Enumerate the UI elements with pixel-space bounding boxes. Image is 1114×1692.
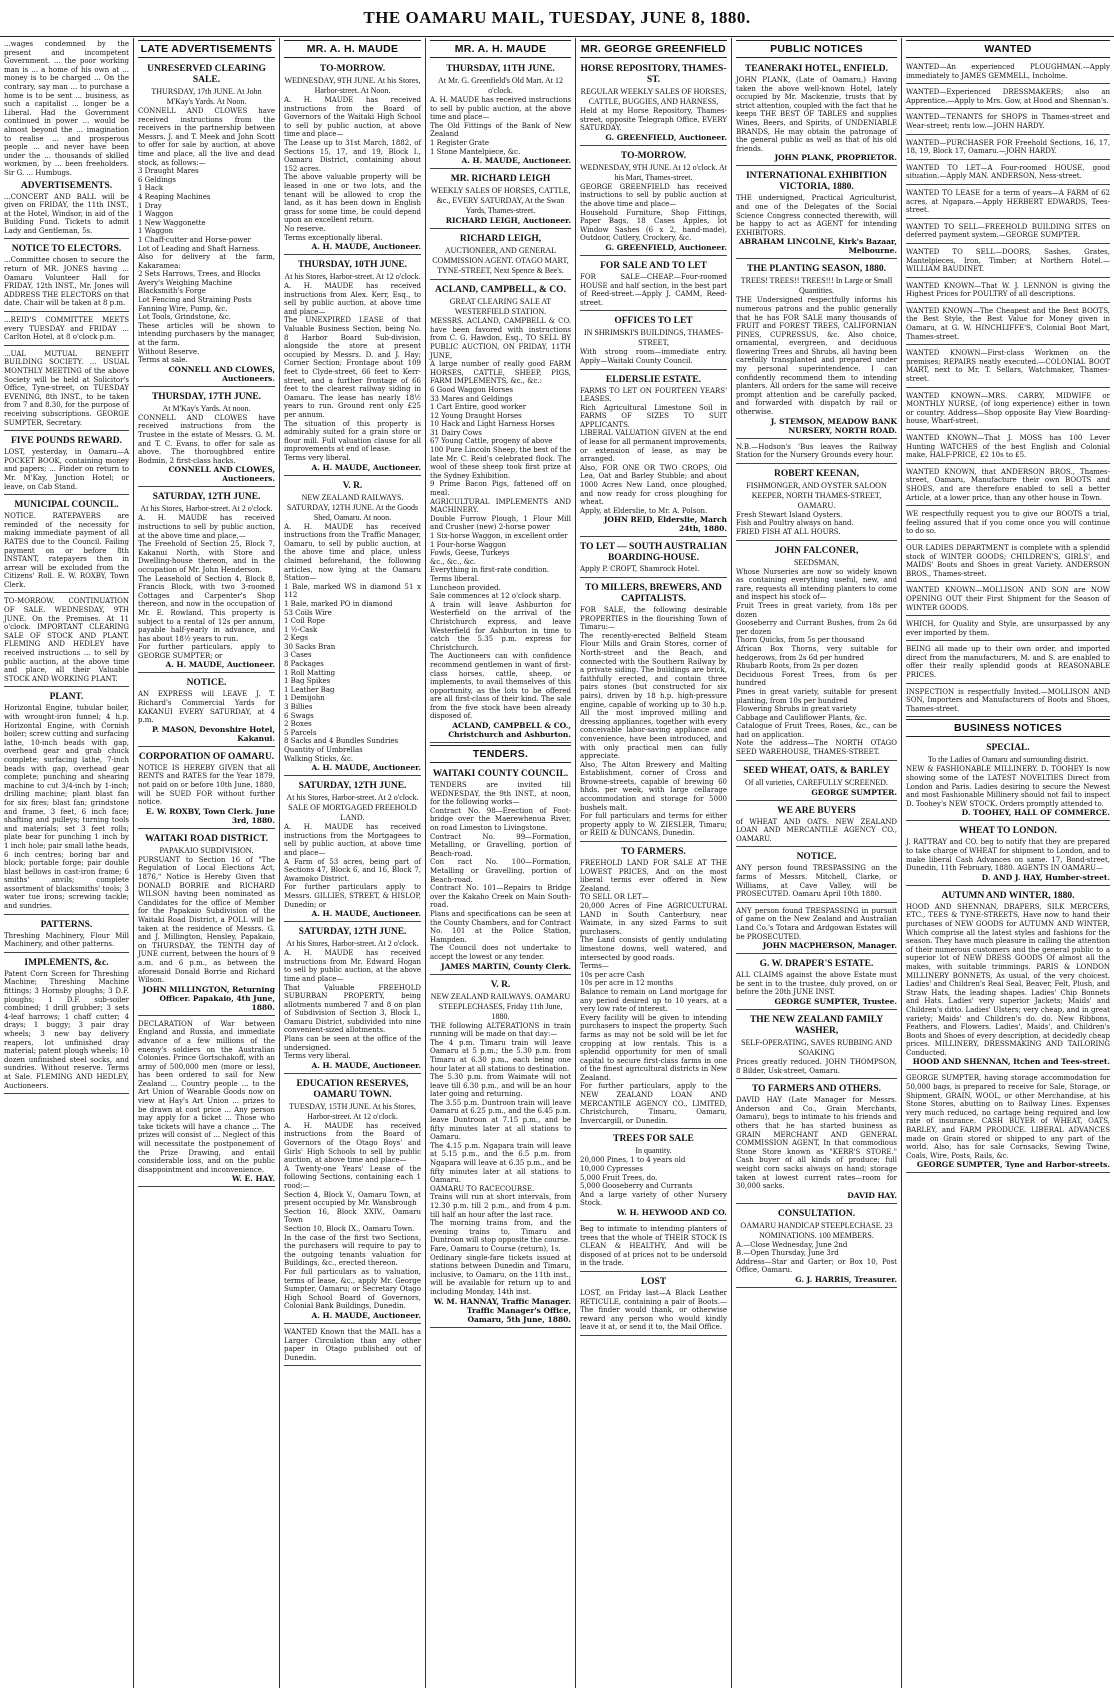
ad-title: CORPORATION OF OAMARU. [138,751,275,762]
ad-title: V. R. [490,979,511,990]
ad-title: TEANERAKI HOTEL, ENFIELD. [744,64,889,74]
ad-signature: GEORGE SUMPTER, Trustee. [774,996,897,1006]
advertisement [284,478,421,777]
wanted-text: WANTED TO SELL—FREEHOLD BUILDING SITES on deferred payment system.—GEORGE SUMPTER. [906,222,1110,240]
ad-subtitle: SEEDSMAN, [793,557,840,567]
wanted-text: WANTED TO LEASE for a term of years—A FARM of 62 acres, at Ngapara.—Apply HERBERT EDWARDS, Tees-street. [906,188,1110,215]
ad-body: A. H. MAUDE has received instructions from the Board of Governors of the Waitaki High School to sell by public auction, at above time and place— The Lease up to 31st March, 1882, of Sections 15, 17, and 19, Block I., Oamaru District, containing about 152 acres. The above valuable property will be leased in one or two lots, and the tenant will be allowed to crop the land, as it has been down in English grass for some time, be could depend upon an excellent return. No reserve. Terms exceptionally liberal. [284,96,421,242]
ad-title: SEED WHEAT, OATS, & BARLEY [743,765,890,776]
advertisement [906,740,1110,821]
ad-body: MESSRS. ACLAND, CAMPBELL & CO. have been favored with instructions from C. G. Hawdon, Esq., TO SELL BY PUBLIC AUCTION, ON FRIDAY, 11TH JUNE, A large number of really good FARM HORSES, CATTLE, SHEEP, PIGS, FARM IMPLEMENTS, &c., &c.: 6 Good Waggon Horses 33 Mares and Geldings 1 Cart Entire, good worker 12 Young Draught Horses 10 Hack and Light Harness Horses 31 Dairy Cows 67 Young Cattle, progeny of above 100 Pure Lincoln Sheep, the best of the late Mr. C. Reid's celebrated flock. The wool of these sheep took first prize at the Sydney Exhibition. 9 Prime Bacon Pigs, fattened off on meal. AGRICULTURAL IMPLEMENTS AND MACHINERY. Double Furrow Plough, 1 Flour Mill and Crusher (new) 2-horse power 1 Six-horse Waggon, in excellent order 1 Four-horse Waggon Fowls, Geese, Turkeys &c., &c., &c. Everything in first-rate condition. Terms liberal. Luncheon provided. Sale commences at 12 o'clock sharp. A train will leave Ashburton for Westerfield on the arrival of the Christchurch express, and leave Westerfield for Ashburton in time to catch the 5.35 p.m. express for Christchurch. The Auctioneers can with confidence recommend gentlemen in want of first-class horses, cattle, sheep, or implements, to avail themselves of this opportunity, as the lots to be offered are all first-class of their kind. The sale from the five stock have been already disposed of. [430,317,571,721]
ad-title: SPECIAL. [986,743,1030,754]
ad-signature: DAVID HAY. [847,1190,897,1200]
wanted-ad [906,61,1110,84]
wanted-text: WANTED TO SELL—DOORS, Sashes, Grates, Mantelpieces, Iron, Timber; at Northern Hotel.—WILLIAM BAUDINET. [906,247,1110,274]
wanted-ad [906,390,1110,430]
advertisement [284,1076,421,1324]
wanted-text: WANTED KNOWN, that ANDERSON BROS., Thames-street, Oamaru, Manufacture their own BOOTS and SHOES, and are therefore enabled to sell a better Article, at a lower price, than any other house in Town. [906,467,1110,502]
notice-block [4,178,129,240]
ad-title: V. R. [342,480,363,491]
wanted-text: WANTED KNOWN—MOLLISON AND SON are NOW OPENING OUT their First Shipment for the Season of WINTER GOODS. [906,586,1110,612]
wanted-ad [906,347,1110,387]
advertisement [736,441,897,464]
ad-title: SATURDAY, 12TH JUNE. [298,781,407,792]
ad-signature: J. STEMSON, MEADOW BANK NURSERY, NORTH ROAD. [770,416,897,435]
ad-body: THE undersigned, Practical Agriculturist, and one of the Delegates of the Social Science Congress connected therewith, will be happy to act as AGENT for intending EXHIBITORS. [736,194,897,237]
column-public-notices [732,38,902,1688]
advertisement [736,261,897,438]
notice-body: LOST, yesterday, in Oamaru—A POCKET BOOK, containing money and papers; ... Finder on return to Mr. M'Kay, Junction Hotel; or leave, on Cab Stand. [4,448,129,491]
ad-body: Apply P. CROFT, Shamrock Hotel. [580,565,700,574]
wanted-ad [906,246,1110,278]
ad-body: A. H. MAUDE has received instructions from the Board of Governors of the Otago Boys' and Girls' High Schools to sell by public auction, at above time and place— A Twenty-one Years' Lease of the following Sections, containing each 1 rood:— Section 4, Block V., Oamaru Town, at present occupied by Mr. Wansbrough Section 16, Block XXIV., Oamaru Town Section 10, Block IX., Oamaru Town. In the case of the first two Sections, the purchasers will require to pay to the outgoing tenants valuation for Buildings, &c., erected thereon. For full particulars as to valuation, terms of lease, &c., apply Mr. George Sumpter, Oamaru; or Secretary Otago High School Board of Governors, Colonial Bank Buildings, Dunedin. [284,1121,421,1311]
notice-body: Horizontal Engine, tubular boiler, with wrought-iron funnel; 4 h.p. Horizontal Engine, with Cornish boiler; screw cutting and surfacing lathe, 10-inch beads with gap, overhead gear and grab chuck complete; surfacing lathe, 7-inch beads with gap, overhead gear complete; punching and shearing machine to cut 3/4-inch by 1-inch; drilling machine; plant blast fan for six fires; blast fan; grindstone and frame, 3 feet, 6 inch face; shafting and pulleys; turning tools and materials; set 3 feet rolls; plate bear for punching 1 inch by 1 inch hole; pair small lathe heads, 6 inch centres; boring bar and block; portable forge; pair double blast bellows in cast-iron frame; 6 smiths' anvils; complete assortment of blacksmiths' tools; 3 water tue irons; screwing tackle; and sundries. [4,704,129,911]
advertisement [138,61,275,387]
advertisement [736,61,897,166]
notice-heading: NOTICE TO ELECTORS. [11,244,122,255]
wanted-ad [906,86,1110,109]
notice-block [4,497,129,593]
ad-signature: GEORGE SUMPTER. [811,787,897,797]
ad-title: G. W. DRAPER'S ESTATE. [759,959,874,970]
ad-signature: D. AND J. HAY, Humber-street. [981,872,1110,882]
advertisement [580,580,727,842]
advertisement [580,1274,727,1336]
ad-subtitle: THURSDAY, 17th JUNE. At John M'Kay's Yards. At Noon. [151,87,262,106]
advertisement [736,803,897,848]
ad-body: of WHEAT AND OATS. NEW ZEALAND LOAN AND MERCANTILE AGENCY CO., OAMARU. [736,817,897,843]
ad-body: THE following ALTERATIONS in train running will be made on that day:— The 4 p.m. Timaru train will leave Oamaru at 5 p.m.; the 5.30 p.m. from Timaru at 6.30 p.m., each being one hour later at all stations to destination. The 5.30 p.m. from Waimate will not leave till 6.30 p.m., and will be an hour later going and returning. The 3.55 p.m. Duntroon train will leave Oamaru at 6.25 p.m., and the 6.45 p.m. leave Duntroon at 7.15 p.m., and be fifty minutes later at all stations to Oamaru. The 4.15 p.m. Ngapara train will leave at 5.15 p.m., and the 6.5 p.m. from Ngapara will leave at 6.35 p.m., and be fifty minutes later at all stations to Oamaru. OAMARU TO RACECOURSE. Trains will run at short intervals, from 12.30 p.m. till 2 p.m., and from 4 p.m. till half an hour after the last race. The morning trains from, and the evening trains to, Timaru and Duntroon will stop opposite the course. Fare, Oamaru to Course (return), 1s. Ordinary single-fare tickets issued at stations between Dunedin and Timaru, inclusive, to Oamaru, on the 11th inst., will be available for return up to and including Monday, 14th inst. [430,1021,571,1296]
notice-body: Patent Corn Screen for Threshing Machine; Threshing Machine fittings; 3 Hornsby ploughs; 3 D.F. ploughs; 1 D.F. sub-soiler combined; 1 drill grubber; 3 sets 4-leaf harrows; 1 chaff cutter; 4 drays; 1 buggy; 3 pair dray wheels; 3 new bay delivery reapers, lot unfinished dray material; patent plough wheels; 10 dozen unfinished steel socks, and sundries. Without reserve. Terms at Sale. FLEMING AND HEDLEY, Auctioneers. [4,969,129,1090]
ad-body: CONNELL AND CLOWES have received instructions from the Trustee in the estate of Messrs. G. M. and T. C. Evans, to offer for sale as above. The thoroughbred entire Bodmin, 2 first-class hacks. [138,413,275,465]
ad-subtitle: To the Ladies of Oamaru and surrounding district. [927,755,1089,765]
ad-title: THURSDAY, 10TH JUNE. [297,260,408,271]
ad-signature: D. TOOHEY, HALL OF COMMERCE. [961,808,1110,818]
ad-body: GEORGE SUMPTER, having storage accommodation for 50,000 bags, is prepared to receive for Sale, Storage, or Shipment, GRAIN, WOOL, or other Merchandise, at his Stone Stores, abutting on to Railway Lines. Expenses very much reduced, no cartage being required and low rate of insurance. CASH BUYER of WHEAT, OATS, BARLEY, and FARM PRODUCE. LIBERAL ADVANCES made on Grain stored or shipped to any part of the world. Also, has for sale Cornsacks, Sewing Twine, Coals, Wire, Posts, Rails, &c. [906,1074,1110,1160]
notice-heading: IMPLEMENTS, &c. [24,957,109,968]
ad-body: AN EXPRESS will LEAVE J. T. Richard's Commercial Yards for KAKANUI EVERY SATURDAY, at 4 p.m. [138,690,275,725]
advertisement [736,763,897,801]
advertisement [284,1326,421,1366]
advertisement [736,1081,897,1204]
notice-block [4,241,129,312]
ad-title: TO FARMERS AND OTHERS. [752,1084,881,1095]
advertisement [736,466,897,541]
column-maude-2 [426,38,576,1688]
advertisement [430,282,571,743]
ad-signature: P. MASON, Devonshire Hotel, Kakanui. [151,724,275,743]
ad-subtitle: At his Stores, Harbor-street. At 2 o'clock. [140,504,273,514]
ad-title: THURSDAY, 11TH JUNE. [446,64,555,74]
wanted-text: WANTED—Experienced DRESSMAKERS; also an Apprentice.—Apply to Mrs. Gow, at Hood and Shennan's. [906,88,1110,105]
advertisement [138,1018,275,1188]
ad-title: THURSDAY, 17TH JUNE. [151,391,262,402]
ad-subtitle: NEW ZEALAND RAILWAYS. SATURDAY, 12TH JUNE. At the Goods Shed, Oamaru. At noon. [286,492,419,522]
ad-subtitle: IN SHRIMSKI'S BUILDINGS, THAMES-STREET, [583,328,724,348]
ad-title: THE NEW ZEALAND FAMILY WASHER, [749,1014,884,1036]
ad-body: Prices greatly reduced. JOHN THOMPSON, 8 Bilder, Usk-street, Oamaru. [736,1057,897,1075]
ad-body: Beg to intimate to intending planters of trees that the whole of THEIR STOCK IS CLEAN & HEALTHY, And will be disposed of at prices not to be undersold in the trade. [580,1225,727,1268]
ad-body: Held at my Horse Repository, Thames-street, opposite Telegraph Office, EVERY SATURDAY. [580,107,727,133]
newspaper-columns [0,38,1114,1690]
wanted-text: WANTED—An experienced PLOUGHMAN.—Apply immediately to JAMES GEMMELL, Incholme. [906,63,1110,80]
wanted-heading: WANTED [906,40,1110,58]
ad-signature: ABRAHAM LINCOLNE, Kirk's Bazaar, Melbourne. [738,237,897,256]
ad-title: WAITAKI ROAD DISTRICT. [145,833,268,844]
masthead-title: THE OAMARU MAIL, TUESDAY, JUNE 8, 1880. [0,0,1114,37]
ad-body: Fresh Stewart Island Oysters. Fish and Poultry always on hand. FRIED FISH AT ALL HOURS. [736,510,854,536]
advertisement [736,168,897,259]
wanted-text: WANTED KNOWN—First-class Workmen on the premises; REPAIRS neatly executed.—COLONIAL BOOT MART, next to Mr. T. Sellars, Watchmaker, Thames-street. [906,349,1110,384]
advertisement [580,1131,727,1221]
ad-signature: A. H. MAUDE, Auctioneer. [165,660,275,670]
ad-signature: A. H. MAUDE, Auctioneer. [311,909,421,919]
ad-signature: JOHN PLANK, PROPRIETOR. [774,153,897,163]
column-heading: LATE ADVERTISEMENTS [138,40,275,58]
ad-signature: JOHN REID, Elderslie, March 24th, 1880. [603,515,727,534]
ad-subtitle: At his Stores, Harbor-street. At 2 o'clock. SALE OF MORTGAGED FREEHOLD LAND. [286,793,419,823]
ad-subtitle: OAMARU HANDICAP STEEPLECHASE. 23 NOMINATIONS. 100 MEMBERS. [740,1220,893,1240]
notice-body: ...Committee chosen to secure the return of MR. JONES having ... Oamaru Volunteer Hall for FRIDAY, 12th INST., Mr. Jones will ADDRESS THE ELECTORS on that date. Chair will be taken at 8 p.m. [4,256,129,308]
ad-body: DECLARATION of War between England and Russia, and immediate advance of a few millions of the enemy's soldiers on the Australian Colonies. Prince Gortschakoff, with an army of 500,000 men (more or less), has been ordered to sail for New Zealand ... Country people ... to the Art Union of Wearable Goods now on view at Hay's Art Union ... prizes to be drawn at cost price ... Any person may apply for a ticket ... Those who take tickets will have a chance ... The prizes will consist of ... Neglect of this will necessitate the postponement of the Prize Drawing, and entail considerable loss, and on the public disappointment and inconvenience. [138,1019,275,1174]
advertisement [906,823,1110,885]
wanted-ad [906,432,1110,464]
notice-heading: PLANT. [49,692,84,703]
notice-block [4,689,129,914]
ad-body: A. H. MAUDE has received instructions from Alex. Kerr, Esq., to sell by public auction, at above time and place— The UNEXPIRED LEASE of that Valuable Business Section, being No. 8 Harbor Board Sub-division, alongside the store at present occupied by Messrs. D. and J. Hay; Corner Section; Frontage about 109 feet to Clyde-street, 66 feet to Kerr-street, and a further frontage of 66 feet to the clearest railway siding in Oamaru. The lease has nearly 18½ years to run. Ground rent only £25 per annum. The situation of this property is admirably suited for a grain store or flour mill. Full valuation clause for all improvements at end of lease. Terms very liberal. [284,282,421,462]
wanted-ad [906,618,1110,641]
business-notices-heading: BUSINESS NOTICES [906,719,1110,737]
ad-signature: W. E. HAY. [232,1174,275,1184]
wanted-text: WE respectfully request you to give our BOOTS a trial, feeling assured that if you come once you will continue to do so. [906,510,1110,536]
ad-signature: A. H. MAUDE, Auctioneer. [311,1310,421,1320]
wanted-ad [906,686,1110,718]
ad-subtitle: WEDNESDAY, 9TH JUNE. At 12 o'clock. At his Mart, Thames-street. [580,162,727,182]
ad-signature: W. H. HEYWOOD AND CO. [616,1208,727,1217]
wanted-text: WANTED TO LET—A Four-roomed HOUSE, good situation.—Apply MAN. ANDERSON, Ness-street. [906,163,1110,181]
ad-subtitle: At his Stores, Harbor-street. At 12 o'clock. [284,272,421,282]
advertisement [736,956,897,1010]
ad-title: RICHARD LEIGH, [459,234,542,245]
wanted-ad [906,187,1110,219]
wanted-text: WANTED KNOWN—That W. J. LENNON is giving the Highest Prices for POULTRY of all descriptions. [906,281,1110,299]
ad-subtitle: SELF-OPERATING, SAVES RUBBING AND SOAKING [741,1037,892,1057]
advertisement [736,1012,897,1079]
advertisement [580,313,727,369]
notice-block [4,314,129,346]
ad-title: THE PLANTING SEASON, 1880. [746,264,887,275]
ad-subtitle: FISHMONGER, AND OYSTER SALOON KEEPER, NORTH THAMES-STREET, OAMARU. [746,480,887,510]
advertisement [430,61,571,169]
ad-title: CONSULTATION. [777,1208,856,1219]
wanted-text: WANTED KNOWN—That J. MOSS has 100 Lever Hunting WATCHES of the best English and Colonial make, HALF-PRICE, £2 10s to £5. [906,434,1110,460]
advertisement [138,489,275,673]
ad-signature: JOHN MILLINGTON, Returning Officer. Papakaio, 4th June, 1880. [142,984,275,1012]
ad-body: ALL CLAIMS against the above Estate must be sent in to the trustee, duly proved, on or before the 20th JUNE INST. [736,971,897,997]
ad-subtitle: At his Stores, Harbor-street. At 2 o'clock. [286,939,419,949]
ad-body: HOOD AND SHENNAN, DRAPERS, SILK MERCERS, ETC., TEES & TYNE-STREETS, Have now to hand their purchases of NEW GOODS for AUTUMN AND WINTER, Which comprise all the latest styles and fashions for the season. They have much pleasure in calling the attention of their numerous customers and the general public to a superior lot of NEW DRESS GOODS Of almost all the makes, with suitable trimmings. PARIS & LONDON MILLINERY BONNETS, As usual, of the very choicest. Ladies' and Children's Real Seal, Beaver, Felt, Plush, and Straw Hats, the leading shapes. Ladies' Chip Bonnets and Hats. Ladies' very superior Jackets; Maids' and Children's ditto. Ladies' Ulsters; very cheap, and in great variety; Maids' and Children's do. do. New Ribbons, Feathers, and Flowers. Ladies', Maids', and Children's Boots and Shoes of every description, at decidedly cheap prices. MILLINERY, DRESSMAKING AND TAILORING Conducted. [906,902,1110,1057]
wanted-text: WANTED—TENANTS for SHOPS in Thames-street and Wear-street; rents low.—JOHN HARDY. [906,113,1110,130]
wanted-text: WANTED—PURCHASER FOR Freehold Sections, 16, 17, 18, 19, Block 17, Oamaru.—JOHN HARDY. [906,138,1110,156]
ad-title: TO FARMERS. [621,847,686,858]
advertisement [736,543,897,761]
ad-body: NEW & FASHIONABLE MILLINERY. D. TOOHEY Is now showing some of the LATEST NOVELTIES Direct from London and Paris. Ladies desiring to secure the Newest and most Fashionable Millinery should not fail to inspect D. Toohey's NEW STOCK. Orders promptly attended to. [906,765,1110,808]
notice-heading: PATTERNS. [40,919,93,930]
ad-title: AUTUMN AND WINTER, 1880. [941,890,1075,901]
notice-body: ...CONCERT AND BALL will be given on FRIDAY, the 11th INST., at the Hotel, Windsor, in aid of the Building Fund. Tickets to admit Lady and Gentleman, 5s. [4,192,129,235]
wanted-text: WANTED KNOWN—The Cheapest and the Best BOOTS, the Best Style, the Best Value for Money given in Oamaru, at G. W. HINCHLIFFE'S, Colonial Boot Mart, Thames-street. [906,306,1110,341]
ad-body: FREEHOLD LAND FOR SALE AT THE LOWEST PRICES, And on the most liberal terms ever offered in New Zealand. TO SELL OR LET— 20,000 Acres of Fine AGRICULTURAL LAND in South Canterbury, near Waimate, in any sized Farms to suit purchasers. The Land consists of gently undulating limestone downs, well watered, and intersected by good roads. Terms— 10s per acre Cash 10s per acre in 12 months Balance to remain on Land mortgage for any period desired up to 10 years, at a very low rate of interest. Every facility will be given to intending purchasers to inspect the property. Such farms as may not be sold will be let for cropping at low rentals. This is a splendid opportunity for men of small capital to secure first-class farms in one of the finest agricultural districts in New Zealand. For further particulars, apply to the NEW ZEALAND LOAN AND MERCANTILE AGENCY CO., LIMITED, Christchurch, Timaru, Oamaru, Invercargill, or Dunedin. [580,859,727,1125]
ad-title: TO-MORROW. [319,64,386,74]
notice-block [4,595,129,687]
notice-block [4,348,129,431]
ad-signature: A. H. MAUDE, Auctioneer. [461,156,571,166]
notice-heading: MUNICIPAL COUNCIL. [14,500,119,511]
column-wanted [902,38,1114,1688]
advertisement [138,389,275,488]
ad-subtitle: Of all varieties, CAREFULLY SCREENED. [745,777,888,787]
ad-body: ANY person found TRESPASSING in pursuit of game on the New Zealand and Australian Land Co.'s Totara and Ardgowan Estates will be PROSECUTED. [736,906,897,941]
wanted-ad [906,111,1110,134]
ad-subtitle: TUESDAY, 15TH JUNE. At his Stores, Harbor-street. At 12 o'clock. [289,1101,416,1121]
ad-title: OFFICES TO LET [614,316,693,327]
ad-title: NOTICE. [186,678,227,689]
advertisement [580,1223,727,1272]
advertisement [580,844,727,1129]
wanted-ad [906,305,1110,345]
ad-body: WANTED Known that the MAIL has a Larger Circulation than any other paper in Otago published out of Dunedin. [284,1327,421,1362]
ad-subtitle: GREAT CLEARING SALE AT WESTERFIELD STATION. [449,297,552,317]
advertisement [430,977,571,1328]
ad-body: NOTICE IS HEREBY GIVEN that all RENTS and RATES for the Year 1879, not paid on or before 10th June, 1880, will be SUED FOR without further notice. [138,763,275,807]
ad-title: WHEAT TO LONDON. [959,826,1057,837]
ad-body: A. H. MAUDE has received instructions from the Traffic Manager, Oamaru, to sell by public auction, at the above time and place, unless claimed beforehand, the following articles, now lying at the Oamaru Station— 1 Bale, marked WS in diamond 51 x 112 1 Bale, marked PO in diamond 53 Coils Wire 1 Coil Rope 1 ½-Cask 2 Kegs 30 Sacks Bran 3 Cases 8 Packages 1 Roll Matting 1 Bag Spikes 1 Leather Bag 1 Demijohn 3 Billies 6 Swags 2 Boxes 5 Parcels 8 Sacks and 4 Bundles Sundries Quantity of Umbrellas Walking Sticks, &c. [284,522,421,763]
ad-signature: G. GREENFIELD, Auctioneer. [605,242,727,252]
ad-subtitle: In quantity. [635,1146,672,1156]
ad-signature: CONNELL AND CLOWES, Auctioneers. [168,364,275,383]
notice-heading: FIVE POUNDS REWARD. [10,436,123,447]
ad-subtitle: TREES! TREES!! TREES!!! In Large or Small Quantities. [740,276,893,296]
ad-title: TO LET — SOUTH AUSTRALIAN BOARDING-HOUSE. [580,542,727,564]
advertisement [284,924,421,1074]
column-late-advertisements [134,38,280,1688]
ad-body: With strong room—immediate entry. Apply—Waitaki County Council. [580,348,727,365]
ad-title: UNRESERVED CLEARING SALE. [147,64,266,85]
ad-signature: A. H. MAUDE, Auctioneer. [311,1060,421,1070]
advertisement [138,831,275,1016]
wanted-text: WHICH, for Quality and Style, are unsurpassed by any ever imported by them. [906,620,1110,637]
tenders-heading: TENDERS. [430,745,571,763]
notice-body: NOTICE. RATEPAYERS are reminded of the necessity for making immediate payment of all RATES due to the Council. Failing payment on or before 8th INSTANT, ratepayers then in arrear will be excluded from the Citizens' Roll. E. W. ROXBY, Town Clerk. [4,512,129,589]
ad-signature: A. H. MAUDE, Auctioneer. [311,763,421,773]
advertisement [138,749,275,829]
ad-subtitle: PAPAKAIO SUBDIVISION. [159,845,254,855]
ad-subtitle: WEDNESDAY, 9TH JUNE. At his Stores, Harbor-street. At Noon. [284,76,421,95]
ad-title: NOTICE. [796,852,837,863]
ad-signature: W. M. HANNAY, Traffic Manager. Traffic Manager's Office, Oamaru, 5th June, 1880. [433,1296,571,1324]
advertisement [430,231,571,280]
ad-title: SATURDAY, 12TH JUNE. [152,492,261,503]
ad-signature: RICHARD LEIGH, Auctioneer. [445,216,571,226]
ad-subtitle: At Mr. G. Greenfield's Old Mart. At 12 o'clock. [438,76,563,95]
ad-title: WE ARE BUYERS [777,805,856,816]
ad-signature: A. H. MAUDE, Auctioneer. [311,242,421,252]
advertisement [580,61,727,146]
wanted-ad [906,221,1110,244]
advertisement [580,258,727,311]
advertisement [580,148,727,256]
wanted-text: OUR LADIES DEPARTMENT is complete with a splendid stock of WINTER GOODS; CHILDREN'S, GIRLS', and MAIDS' Boots and Shoes in great Variety. ANDERSON BROS., Thames-street. [906,543,1110,578]
advertisement [580,539,727,578]
ad-title: FOR SALE AND TO LET [600,260,707,271]
ad-body: LOST, on Friday last—A Black Leather RETICULE, containing a pair of Boots.—The finder would thank, or otherwise reward any person who would kindly leave it at, or send it to, the Mail Office. [580,1288,727,1332]
ad-body: CONNELL AND CLOWES have received instructions from the receivers in the partnership between Messrs. J. and T. Meek and John Scott to offer for sale by auction, at above time and place, all the live and dead stock, as follows:— 3 Draught Mares 6 Geldings 1 Hack 4 Reaping Machines 1 Dray 1 Waggon 1 New Waggonette 1 Waggon 1 Chaff-cutter and Horse-power Lot of Leading and Shaft Harness. Also for delivery at the farm, Kakaramea: 2 Sets Harrows, Trees, and Blocks Avery's Weighing Machine Blacksmith's Forge Lot Fencing and Straining Posts Fanning Wire, Pump, &c. Lot Tools, Grindstone, &c. These articles will be shown to intending purchasers by the manager, at the farm. Without Reserve. Terms at sale. [138,107,275,365]
ad-title: ACLAND, CAMPBELL, & CO. [435,285,566,296]
ad-title: SATURDAY, 12TH JUNE. [298,927,407,938]
column-heading: MR. GEORGE GREENFIELD [580,40,727,58]
ad-subtitle: REGULAR WEEKLY SALES OF HORSES, CATTLE, BUGGIES, AND HARNESS, [580,87,727,106]
advertisement [906,888,1110,1071]
ad-subtitle: AUCTIONEER, AND GENERAL COMMISSION AGENT. OTAGO MART, TYNE-STREET, Next Spence & Bee's. [432,246,569,276]
editorial-text: ...wages condemned by the present and incompetent Government. ... the poor working man is ... a home of his own at ... money is to be charged ... On the contrary, say man ... to purchase a home is to be sent ... business, as such a capitalist ... longer be a Liberal. Had the Government continued in power ... would be almost beyond the ... imagination to realise ... and prosperous people ... and never have been under the ... thousands of skilled workmen, by ... been freeholders. Sir G. ... Humbugs. [4,40,129,177]
ad-title: MR. RICHARD LEIGH [450,174,551,185]
ad-body: A.—Close Wednesday, June 2nd B.—Open Thursday, June 3rd Address—Star and Garter; or Box 10, Post Office, Oamaru. [736,1240,897,1275]
advertisement [284,257,421,475]
ad-body: TENDERS are invited till WEDNESDAY, the 9th INST., at noon, for the following works— Contract No. 98—Erection of Foot-bridge over the Maerewhenua River, on road Limeston to Livingstone. Contract No. 99—Formation, Metalling, or Gravelling, portion of Beach-road. Con ract No. 100—Formation, Metalling or Gravelling, portion of Beach-road. Contract No. 101—Repairs to Bridge over the Kakaho Creek on Main South-road. Plans and specifications can be seen at the County Chambers, and for Contract No. 101 at the Police Station, Hampden. The Council does not undertake to accept the lowest or any tender. [430,781,571,961]
notice-body: Threshing Machinery, Flour Mill Machinery, and other patterns. [4,931,129,949]
advertisement [906,1072,1110,1173]
advertisement [430,171,571,229]
notice-block [4,917,129,953]
advertisement [284,778,421,922]
ad-signature: G. J. HARRIS, Treasurer. [795,1275,897,1285]
ad-body: J. RATTRAY and CO. beg to notify that they are prepared to take charge of WHEAT for shipment to London, and to make liberal Cash Advances on same. 17, Bond-street, Dunedin, 11th February, 1880. AGENTS IN OAMARU— [906,838,1110,873]
ad-title: HORSE REPOSITORY, THAMES-ST. [580,64,727,85]
ad-subtitle: WEEKLY SALES OF HORSES, CATTLE, &c., EVERY SATURDAY, At the Swan Yards, Thames-street. [430,186,571,216]
ad-body: JOHN PLANK, (Late of Oamaru,) Having taken the above well-known Hotel, lately occupied by Mr. Mackenzie, trusts that by strict attention, coupled with the fact that he keeps THE BEST OF TABLES and supplies Wines, Beers, and Spirits, of UNDENIABLE BRANDS, He may obtain the patronage of the general public as well as that of his old friends. [736,76,897,153]
notice-block [4,433,129,495]
notice-body: TO-MORROW. CONTINUATION OF SALE. WEDNESDAY, 9TH JUNE. On the Premises. At 11 o'clock. IMPORTANT CLEARING SALE OF STOCK AND PLANT. FLEMING AND HEDLEY have received instructions ... to sell by public auction, at the above time and place, all their Valuable STOCK AND WORKING PLANT. [4,597,129,683]
advertisement [736,1206,897,1288]
ad-subtitle: NEW ZEALAND RAILWAYS. OAMARU STEEPLECHASES, Friday 11th June, 1880. [430,991,571,1021]
wanted-ad [906,584,1110,616]
ad-body: A. H. MAUDE has received instructions from the Mortgagees to sell by public auction, at above time and place— A Farm of 53 acres, being part of Sections 47, Block 6, and 16, Block 7, Awamoko District. For further particulars apply to Messrs. GILLIES, STREET, & HISLOP, Dunedin; or [284,823,421,909]
wanted-text: INSPECTION is respectfully Invited.—MOLLISON AND SON, Importers and Manufacturers of Boots and Shoes, Thames-street. [906,687,1110,713]
ad-title: EDUCATION RESERVES, OAMARU TOWN. [296,1078,409,1100]
ad-title: ELDERSLIE ESTATE. [605,374,702,385]
ad-signature: JOHN MACPHERSON, Manager. [762,941,897,951]
ad-signature: CONNELL AND CLOWES, Auctioneers. [168,465,275,484]
ad-title: LOST [640,1276,667,1287]
advertisement [138,675,275,746]
ad-body: A. H. MAUDE has received instructions to sell by public auction, at the above time and place,— The Freehold of Section 25, Block 7, Kakanui North, with Store and Dwelling-house thereon, and in the occupation of Mr. John Henderson. The Leasehold of Section 4, Block 8, Francis Block, with two 3-roomed Cottages and Carpenter's Shop thereon, and now in the occupation of Mr. E. Rowland. This property is subject to a rental of 12s per annum, payable half-yearly in advance, and has about 18½ years to run. For further particulars, apply to GEORGE SUMPTER; or [138,514,275,660]
ad-subtitle: At M'Kay's Yards. At noon. [162,403,251,413]
notice-heading: ADVERTISEMENTS. [20,180,113,191]
column-heading: MR. A. H. MAUDE [284,40,421,58]
ad-body: GEORGE GREENFIELD has received instructions to sell by public auction at the above time and place— Household Furniture, Shop Fittings, Paper Bags, 18 Cases Apples, lot Window Sashes (6 x 2, hand-made), Outdoor, Cutlery, Crockery, &c. [580,182,727,243]
ad-title: ROBERT KEENAN, [773,468,859,479]
wanted-ad [906,508,1110,540]
column-greenfield [576,38,732,1688]
wanted-ad [906,643,1110,683]
ad-title: WAITAKI COUNTY COUNCIL. [432,769,569,780]
ad-signature: ACLAND, CAMPBELL & CO., Christchurch and Ashburton. [448,721,571,740]
ad-title: INTERNATIONAL EXHIBITION VICTORIA, 1880. [745,171,888,193]
column-heading: PUBLIC NOTICES [736,40,897,58]
ad-title: JOHN FALCONER, [774,545,859,556]
wanted-ad [906,466,1110,506]
wanted-ad [906,137,1110,160]
column-heading: MR. A. H. MAUDE [430,40,571,58]
ad-signature: A. H. MAUDE, Auctioneer. [311,462,421,472]
ad-signature: GEORGE SUMPTER, Tyne and Harbor-streets. [916,1160,1110,1170]
ad-body: A. H. MAUDE has received instructions from Mr. Edward Hogan to sell by public auction, at the above time and place— That Valuable FREEHOLD SUBURBAN PROPERTY, being allotments numbered 7 and 8 on plan of Subdivision of Section 3, Block I., Oamaru District, subdivided into nine convenient-sized allotments. Plans can be seen at the office of the undersigned. Terms very liberal. [284,949,421,1061]
column-maude-1 [280,38,426,1688]
ad-signature: HOOD AND SHENNAN, Itchen and Tees-street. [912,1057,1110,1067]
wanted-ad [906,162,1110,185]
ad-body: ANY person found TRESPASSING on the farms of Messrs. Mitchell, Clarke, or Williams, at Cave Valley, will be PROSECUTED. Oamaru April 10th 1880. [736,864,897,899]
ad-body: A. H. MAUDE has received instructions to sell by public auction, at the above time and place— The Old Fittings of the Bank of New Zealand 1 Register Grate 1 Stone Mantelpiece, &c. [430,96,571,156]
ad-title: TO MILLERS, BREWERS, AND CAPITALISTS. [585,583,722,604]
wanted-ad [906,280,1110,303]
advertisement [736,849,897,902]
ad-title: TREES FOR SALE [613,1134,694,1145]
notice-body: ...UAL MUTUAL BENEFIT BUILDING SOCIETY. ... USUAL MONTHLY MEETING of the above Society will be held at Solicitor's Office, Tyne-street, on TUESDAY EVENING, 8th INST., to be taken from 7 and 8.30, for the purpose of receiving subscriptions. GEORGE SUMPTER, Secretary. [4,349,129,427]
advertisement [430,766,571,974]
ad-body: Whose Nurseries are now so widely known as containing everything useful, new, and rare, requests all intending planters to come and inspect his stock of— Fruit Trees in great variety, from 18s per dozen Gooseberry and Currant Bushes, from 2s 6d per dozen Thorn Quicks, from 5s per thousand African Box Thorns, very suitable for hedgerows, from 2s 6d per hundred Rhubarb Roots, from 2s per dozen Deciduous Forest Trees, from 6s per hundred Pines in great variety, suitable for present planting, from 10s per hundred Flowering Shrubs in great variety Cabbage and Cauliflower Plants, &c. Catalogue of Fruit Trees, Roses, &c., can be had on application. Note the address—The NORTH OTAGO SEED WAREHOUSE, THAMES-STREET. [736,567,897,757]
ad-title: TO-MORROW. [620,150,687,161]
advertisement [736,905,897,954]
ad-body: FARMS TO LET ON FOURTEEN YEARS' LEASES. Rich Agricultural Limestone Soil in FARMS OF SIZES TO SUIT APPLICANTS. LIBERAL VALUATION GIVEN at the end of lease for all permanent improvements, or extension of lease, as may be arranged. Also, FOR ONE OR TWO CROPS, Old Lea, Oat and Barley Stubble; and about 1000 Acres New Land, once ploughed, and now ready for cross ploughing for wheat. Apply, at Elderslie, to Mr. A. Polson. [580,386,727,515]
ad-body: FOR SALE, the following desirable PROPERTIES in the flourishing Town of Timaru:— The recently-erected Belfield Steam Flour Mills and Grain Stores, corner of North-street and the Beach, and connected with the Southern Railway by a private siding. The buildings are brick, faithfully erected, and contain three pairs stones (but constructed for six pairs), driven by 18 h.p. high-pressure engine, capable of working up to 30 h.p. All the most improved milling and dressing appliances, together with every conceivable labor-saving appliance and convenience, have been introduced, and with only practical men can fully appreciate. Also, The Alton Brewery and Malting Establishment, corner of Cross and Browne-streets, capable of brewing 60 hhds. per week, with large cellarage accommodation and storage for 5000 bushels malt. For full particulars and terms for either property apply to W. ZIESLER, Timaru; or REID & DUNCANS, Dunedin. [580,606,727,838]
wanted-ad [906,542,1110,582]
notice-block [4,955,129,1094]
column-editorial [0,38,134,1688]
advertisement [580,372,727,538]
notice-body: ...REID'S COMMITTEE MEETS every TUESDAY and FRIDAY ... Carlton Hotel, at 8 o'clock p.m. [4,316,129,342]
wanted-text: BEING all made up to their own order, and imported direct from the manufacturers, M. and S. are enabled to offer their really splendid goods at REASONABLE PRICES. [906,645,1110,680]
ad-body: 20,000 Pines, 1 to 4 years old 10,000 Cypresses 5,000 Fruit Trees, do. 5,000 Gooseberry and Currants And a large variety of other Nursery Stock. [580,1156,727,1208]
ad-body: N.B.—Hodson's 'Bus leaves the Railway Station for the Nursery Grounds every hour. [736,442,897,460]
ad-body: DAVID HAY (Late Manager for Messrs. Anderson and Co., Grain Merchants, Oamaru), begs to intimate to his friends and others that he has started business as GRAIN MERCHANT AND GENERAL COMMISSION AGENT, In that commodious Stone Store known as "KERR'S STORE." Cash buyer of all kinds of produce; full weight corn sacks always on hand; storage taken at lowest current rates—room for 30,000 sacks. [736,1096,897,1191]
ad-signature: JAMES MARTIN, County Clerk. [441,961,571,971]
ad-body: THE Undersigned respectfully informs his numerous patrons and the public generally that he has FOR SALE many thousands of FRUIT and FOREST TREES, CALIFORNIAN PINES, CUPRESSUS, &c. Also choice, ornamental, evergreen, and deciduous flowering Trees and Shrubs, all having been carefully transplanted and prepared under my personal superintendence. I can confidently recommend them to intending planters. All orders for the same will receive prompt attention and be carefully packed, and forwarded with dispatch by rail or otherwise. [736,296,897,417]
ad-signature: E. W. ROXBY, Town Clerk. June 3rd, 1880. [145,806,275,825]
ad-body: PURSUANT to Section 16 of "The Regulation of Local Elections Act, 1876," Notice is Hereby Given that DONALD BORRIE and RICHARD WILSON having been nominated as Candidates for the office of Member for the Papakaio Subdivision of the Waitaki Road District, a POLL will be taken at the residence of Messrs. G. and J. Millington, Hensley, Papakaio, on THURSDAY, the TENTH day of JUNE current, between the hours of 9 a.m. and 6 p.m., as between the aforesaid Donald Borrie and Richard Wilson. [138,855,275,985]
ad-signature: G. GREENFIELD, Auctioneer. [605,132,727,142]
advertisement [284,61,421,255]
ad-body: FOR SALE—CHEAP.—Four-roomed HOUSE and half section, in the best part of Reed-street.—Apply J. CAMM, Reed-street. [580,272,727,307]
wanted-text: WANTED KNOWN—MRS. CARRY, MIDWIFE or MONTHLY NURSE, (of long experience) either in town or country. Address—Shop opposite Bay View Boarding-house, Wharf-street. [906,391,1110,426]
